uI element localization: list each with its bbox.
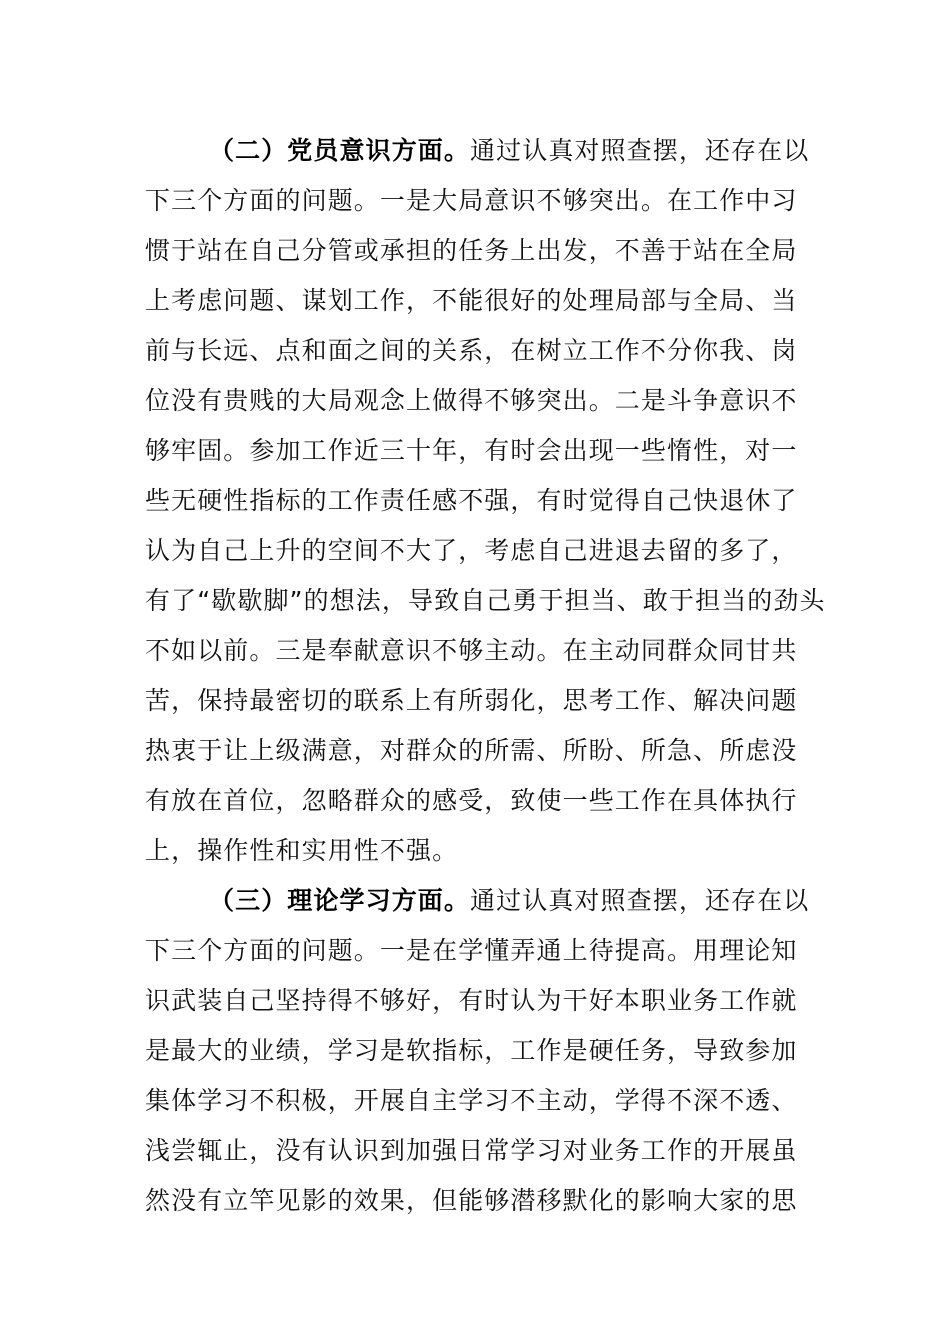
- text-line: 有放在首位，忽略群众的感受，致使一些工作在具体执行: [145, 786, 798, 815]
- text-line: 下三个方面的问题。一是大局意识不够突出。在工作中习: [145, 186, 798, 215]
- section-heading: （二）党员意识方面。: [209, 136, 471, 165]
- text-line: 不如以前。三是奉献意识不够主动。在主动同群众同甘共: [145, 636, 798, 665]
- text-line: 位没有贵贱的大局观念上做得不够突出。二是斗争意识不: [145, 386, 798, 415]
- text-line: 热衷于让上级满意，对群众的所需、所盼、所急、所虑没: [145, 736, 798, 765]
- document-body: [145, 126, 826, 1226]
- text-line: 前与长远、点和面之间的关系，在树立工作不分你我、岗: [145, 336, 798, 365]
- text-line: 通过认真对照查摆，还存在以: [470, 136, 810, 165]
- paragraph-first-line: [145, 126, 810, 176]
- text-line: 有了“歇歇脚”的想法，导致自己勇于担当、敢于担当的劲头: [145, 586, 826, 615]
- text-line: 上考虑问题、谋划工作，不能很好的处理局部与全局、当: [145, 286, 798, 315]
- text-line: 浅尝辄止，没有认识到加强日常学习对业务工作的开展虽: [145, 1136, 798, 1165]
- section-heading: （三）理论学习方面。: [209, 886, 471, 915]
- text-line: 苦，保持最密切的联系上有所弱化，思考工作、解决问题: [145, 686, 798, 715]
- text-line: 上，操作性和实用性不强。: [145, 836, 459, 865]
- paragraph-first-line: [145, 876, 810, 926]
- text-line: 些无硬性指标的工作责任感不强，有时觉得自己快退休了: [145, 486, 798, 515]
- text-line: 集体学习不积极，开展自主学习不主动，学得不深不透、: [145, 1086, 798, 1115]
- text-line: 惯于站在自己分管或承担的任务上出发，不善于站在全局: [145, 236, 798, 265]
- text-line: 通过认真对照查摆，还存在以: [470, 886, 810, 915]
- text-line: 然没有立竿见影的效果，但能够潜移默化的影响大家的思: [145, 1186, 798, 1215]
- text-line: 下三个方面的问题。一是在学懂弄通上待提高。用理论知: [145, 936, 798, 965]
- text-line: 够牢固。参加工作近三十年，有时会出现一些惰性，对一: [145, 436, 798, 465]
- text-line: 是最大的业绩，学习是软指标，工作是硬任务，导致参加: [145, 1036, 798, 1065]
- text-line: 认为自己上升的空间不大了，考虑自己进退去留的多了，: [145, 536, 798, 565]
- text-line: 识武装自己坚持得不够好，有时认为干好本职业务工作就: [145, 986, 798, 1015]
